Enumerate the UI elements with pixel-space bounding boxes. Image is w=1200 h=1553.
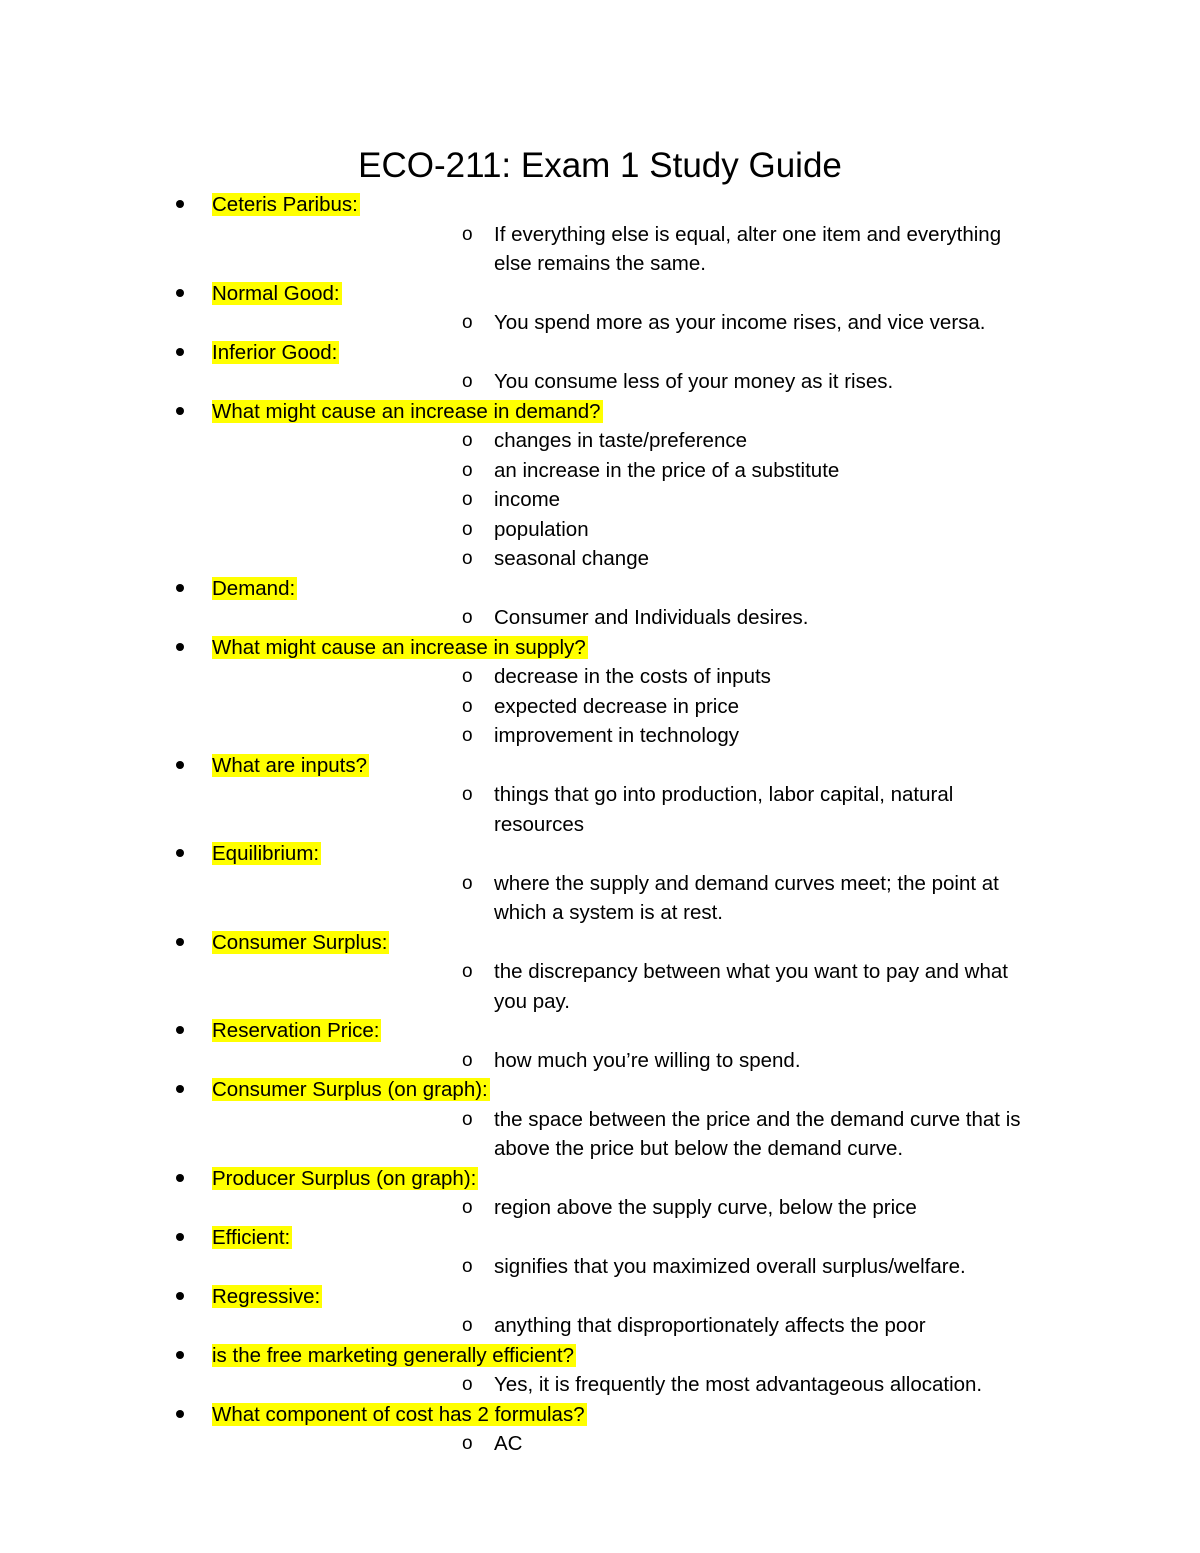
detail-list (212, 1193, 1200, 1223)
detail-list (212, 367, 1200, 397)
detail-item (212, 544, 1200, 574)
detail-text: decrease in the costs of inputs (494, 665, 771, 688)
detail-text: anything that disproportionately affects the poor (494, 1314, 926, 1337)
detail-list (212, 1311, 1200, 1341)
detail-item (212, 692, 1200, 722)
circle-bullet-icon: o (462, 548, 473, 569)
detail-text: an increase in the price of a substitute (494, 458, 840, 482)
circle-bullet-icon: o (462, 695, 473, 717)
detail-item (212, 1311, 1200, 1341)
detail-list (212, 1105, 1200, 1164)
detail-text: You consume less of your money as it rises. (494, 370, 894, 393)
circle-bullet-icon: o (462, 1374, 473, 1395)
term-heading: Regressive: (212, 1284, 321, 1308)
page-title: ECO-211: Exam 1 Study Guide (358, 146, 842, 185)
term-heading: What component of cost has 2 formulas? (212, 1402, 585, 1426)
bullet-icon (176, 1292, 184, 1300)
bullet-icon (176, 1410, 184, 1418)
study-item (0, 839, 1200, 928)
study-item (0, 1282, 1200, 1341)
detail-item (212, 456, 1200, 486)
circle-bullet-icon: o (462, 961, 473, 982)
bullet-icon (176, 1351, 184, 1359)
bullet-icon (176, 849, 184, 857)
detail-text: You spend more as your income rises, and vice versa. (494, 311, 986, 334)
circle-bullet-icon: o (462, 459, 473, 481)
circle-bullet-icon: o (462, 312, 473, 333)
term-heading: Inferior Good: (212, 340, 338, 364)
study-item (0, 190, 1200, 279)
study-item (0, 279, 1200, 338)
term-heading: Consumer Surplus: (212, 930, 388, 954)
detail-list (212, 1370, 1200, 1400)
bullet-icon (176, 289, 184, 297)
detail-list (212, 426, 1200, 574)
detail-text: improvement in technology (494, 724, 739, 747)
detail-text: expected decrease in price (494, 694, 740, 718)
study-item (0, 633, 1200, 751)
circle-bullet-icon: o (462, 371, 473, 392)
term-heading: Equilibrium: (212, 842, 320, 865)
circle-bullet-icon: o (462, 1433, 473, 1454)
detail-text: population (494, 517, 589, 541)
bullet-icon (176, 200, 184, 208)
detail-item (212, 1046, 1200, 1076)
term-heading: is the free marketing generally efficient? (212, 1343, 574, 1367)
circle-bullet-icon: o (462, 1108, 473, 1130)
detail-item (212, 780, 1200, 839)
circle-bullet-icon: o (462, 518, 473, 540)
circle-bullet-icon: o (462, 223, 473, 245)
term-heading: What might cause an increase in demand? (212, 399, 601, 423)
study-item (0, 574, 1200, 633)
circle-bullet-icon: o (462, 666, 473, 687)
detail-list (212, 1429, 1200, 1459)
circle-bullet-icon: o (462, 1256, 473, 1277)
study-item (0, 397, 1200, 574)
detail-list (212, 1046, 1200, 1076)
detail-text: region above the supply curve, below the price (494, 1196, 917, 1219)
detail-text: things that go into production, labor capital, natural resources (494, 783, 954, 836)
detail-text: If everything else is equal, alter one item and everything else remains the same. (494, 222, 1002, 275)
detail-text: where the supply and demand curves meet; the point at which a system is at rest. (494, 871, 999, 924)
detail-item (212, 957, 1200, 1016)
study-item (0, 338, 1200, 397)
detail-item (212, 721, 1200, 751)
detail-item (212, 220, 1200, 279)
detail-text: AC (494, 1432, 523, 1455)
circle-bullet-icon: o (462, 872, 473, 894)
bullet-icon (176, 1233, 184, 1241)
detail-list (212, 662, 1200, 751)
study-item (0, 751, 1200, 840)
study-item (0, 1400, 1200, 1459)
detail-list (212, 957, 1200, 1016)
detail-text: the discrepancy between what you want to pay and what you pay. (494, 960, 1008, 1013)
detail-text: changes in taste/preference (494, 429, 747, 452)
study-item (0, 1075, 1200, 1164)
detail-item (212, 1193, 1200, 1223)
bullet-icon (176, 1174, 184, 1182)
detail-list (212, 869, 1200, 928)
term-heading: Demand: (212, 576, 296, 600)
bullet-icon (176, 407, 184, 415)
term-heading: Ceteris Paribus: (212, 193, 358, 216)
term-heading: Producer Surplus (on graph): (212, 1166, 477, 1190)
study-guide-list (0, 190, 1200, 1459)
term-heading: Normal Good: (212, 281, 340, 305)
study-item (0, 1164, 1200, 1223)
study-item (0, 928, 1200, 1017)
bullet-icon (176, 584, 184, 592)
detail-text: Consumer and Individuals desires. (494, 606, 809, 629)
detail-item (212, 1105, 1200, 1164)
detail-item (212, 515, 1200, 545)
circle-bullet-icon: o (462, 725, 473, 746)
bullet-icon (176, 643, 184, 651)
detail-item (212, 426, 1200, 456)
bullet-icon (176, 938, 184, 946)
detail-text: signifies that you maximized overall surplus/welfare. (494, 1255, 966, 1278)
term-heading: Consumer Surplus (on graph): (212, 1078, 488, 1101)
bullet-icon (176, 348, 184, 356)
circle-bullet-icon: o (462, 784, 473, 805)
detail-list (212, 780, 1200, 839)
detail-item (212, 1429, 1200, 1459)
bullet-icon (176, 1085, 184, 1093)
detail-item (212, 1370, 1200, 1400)
circle-bullet-icon: o (462, 1049, 473, 1071)
circle-bullet-icon: o (462, 607, 473, 628)
circle-bullet-icon: o (462, 1197, 473, 1218)
detail-text: Yes, it is frequently the most advantageous allocation. (494, 1373, 983, 1396)
detail-list (212, 308, 1200, 338)
detail-list (212, 1252, 1200, 1282)
term-heading: Efficient: (212, 1225, 291, 1249)
study-item (0, 1223, 1200, 1282)
circle-bullet-icon: o (462, 1315, 473, 1336)
circle-bullet-icon: o (462, 430, 473, 451)
detail-text: how much you’re willing to spend. (494, 1048, 801, 1072)
detail-text: the space between the price and the demand curve that is above the price but below the demand curve. (494, 1107, 1021, 1160)
circle-bullet-icon: o (462, 489, 473, 510)
detail-item (212, 869, 1200, 928)
detail-item (212, 367, 1200, 397)
detail-item (212, 1252, 1200, 1282)
detail-item (212, 662, 1200, 692)
study-item (0, 1341, 1200, 1400)
bullet-icon (176, 761, 184, 769)
detail-item (212, 308, 1200, 338)
study-item (0, 1016, 1200, 1075)
detail-list (212, 603, 1200, 633)
detail-text: seasonal change (494, 547, 650, 570)
bullet-icon (176, 1026, 184, 1034)
detail-item (212, 603, 1200, 633)
detail-text: income (494, 488, 561, 511)
term-heading: What might cause an increase in supply? (212, 635, 586, 659)
term-heading: Reservation Price: (212, 1019, 380, 1042)
detail-item (212, 485, 1200, 515)
term-heading: What are inputs? (212, 753, 367, 777)
detail-list (212, 220, 1200, 279)
